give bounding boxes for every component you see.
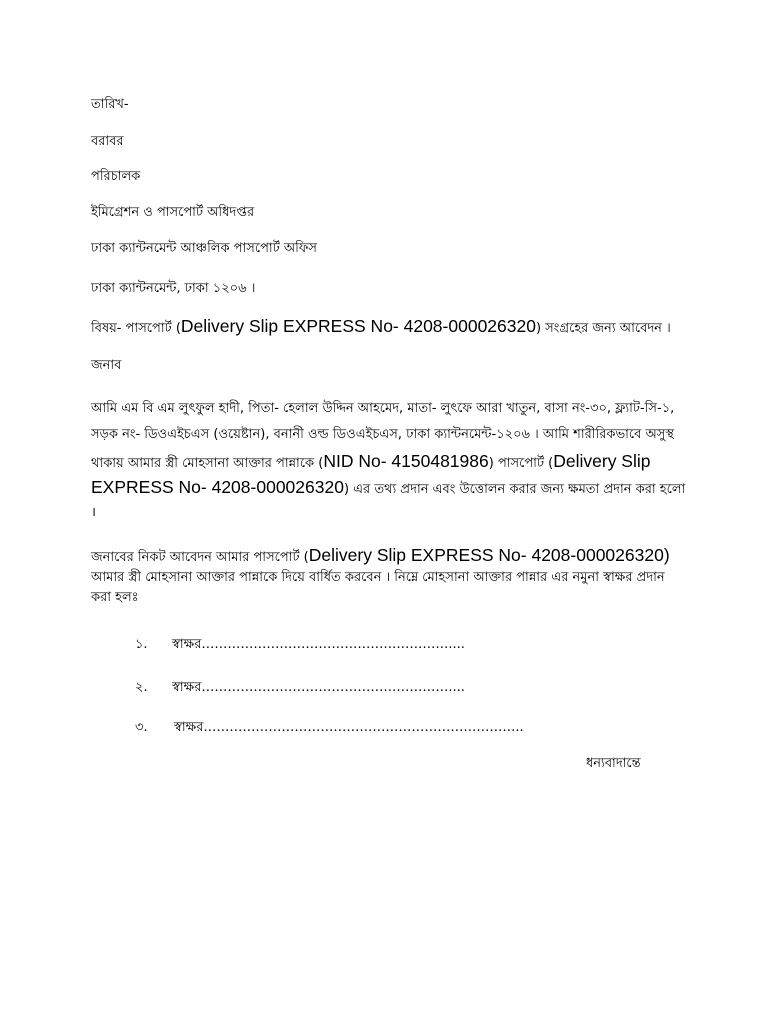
paragraph-text: ) পাসপোর্ট ( [488,456,554,471]
paragraph-text: জনাবের নিকট আবেদন আমার পাসপোর্ট ( [91,550,309,565]
slip-number-part: EXPRESS No- 4208-000026320 [91,477,344,497]
paragraph-line: করা হলঃ [91,590,139,605]
slip-number: Delivery Slip EXPRESS No- 4208-000026320 [308,545,664,565]
salutation: জনাব [91,358,122,373]
subject-suffix: ) সংগ্রহের জন্য আবেদন । [535,321,671,336]
paragraph-line [91,474,686,500]
signature-dots-tail: .. [456,637,465,652]
paragraph-line: । [91,505,96,520]
paragraph-line [91,448,681,474]
paragraph-line [91,542,681,568]
paragraph-line: আমি এম বি এম লুৎফুল হাদী, পিতা- হেলাল উদ্দিন আহমেদ, মাতা- লুৎফে আরা খাতুন, বাসা নং-৩০, ফ্ল্যাট-সি-১, [91,401,675,416]
signature-label-group [172,679,465,697]
signature-number: ২. [135,680,148,695]
paragraph-line: আমার স্ত্রী মোহসানা আক্তার পান্নাকে দিয়ে বার্ধিত করবেন । নিম্নে মোহসানা আক্তার পান্নার এর নমুনা স্বাক্ষর প্রদান [91,570,665,585]
paragraph-text: ) এর তথ্য প্রদান এবং উত্তোলন করার জন্য ক্ষমতা প্রদান করা হলো [343,482,686,497]
paragraph-line: সড়ক নং- ডিওএইচএস (ওয়েষ্টান), বনানী ওল্ড ডিওএইচএস, ঢাকা ক্যান্টনমেন্ট-১২০৬ । আমি শারীরিকভাবে অসুস্থ [91,427,674,442]
to-label: বরাবর [91,134,124,149]
signature-label: স্বাক্ষর [172,637,202,652]
signature-dots: ………………………………………………………………. [203,720,520,735]
signature-dots: ………………………………………………….. [201,680,457,695]
date-label: তারিখ- [91,97,129,112]
signature-dots: ………………………………………………….. [201,637,457,652]
signature-label: স্বাক্ষর [174,720,204,735]
signature-number: ৩. [135,720,148,735]
signature-label-group [172,636,465,654]
signature-label-group [174,719,524,737]
body-paragraph-2 [91,542,681,608]
nid-number: NID No- 4150481986 [323,451,489,471]
office-name: ঢাকা ক্যান্টনমেন্ট আঞ্চলিক পাসপোর্ট অফিস [91,241,317,256]
signature-label: স্বাক্ষর [172,680,202,695]
paragraph-text: ) [663,545,670,565]
office-address: ঢাকা ক্যান্টনমেন্ট, ঢাকা ১২০৬ । [91,281,256,296]
signature-dots-tail: . [519,720,524,735]
slip-number-part: Delivery Slip [553,451,651,471]
signature-number: ১. [135,637,148,652]
subject-line [91,317,671,338]
paragraph-text: থাকায় আমার স্ত্রী মোহসানা আক্তার পান্নাকে ( [91,456,324,471]
body-paragraph-1 [91,396,686,526]
signature-dots-tail: .. [456,680,465,695]
subject-slip-number: Delivery Slip EXPRESS No- 4208-000026320 [180,316,536,336]
department-name: ইমিগ্রেশন ও পাসপোর্ট অধিদপ্তর [91,205,255,220]
recipient-title: পরিচালক [91,169,141,184]
subject-prefix: বিষয়- পাসপোর্ট ( [91,321,181,336]
closing-text: ধন্যবাদান্তে [586,756,641,771]
